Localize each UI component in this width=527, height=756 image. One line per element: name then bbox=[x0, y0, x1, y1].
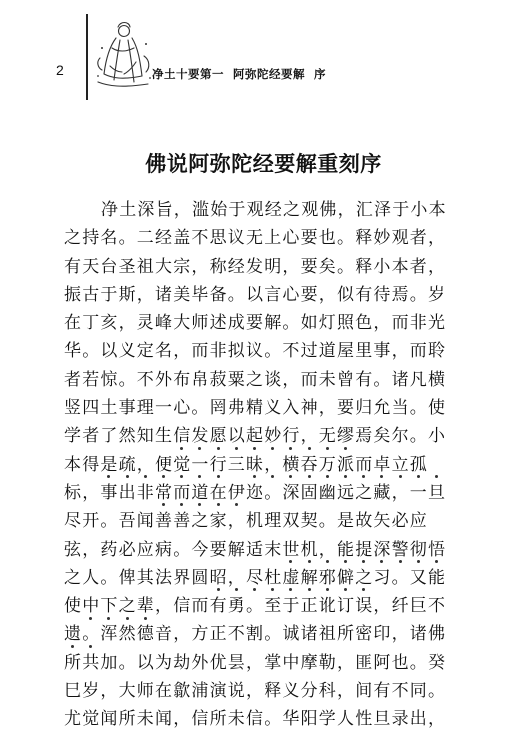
page-number: 2 bbox=[56, 62, 64, 78]
body-text bbox=[64, 196, 474, 734]
page-title: 佛说阿弥陀经要解重刻序 bbox=[145, 152, 382, 176]
text-line: 华。以义定名，而非拟议。不过道屋里事，而聆 bbox=[64, 341, 447, 362]
text-line: 尽开。吾闻善善之家，机理双契。是故矢必应 bbox=[64, 511, 428, 532]
page-header bbox=[0, 0, 527, 100]
text-line: 弦，药必应病。今要解适末世机，能提深警彻悟 bbox=[64, 539, 447, 560]
bodhisattva-figure-icon bbox=[92, 18, 154, 92]
text-line: 巳岁，大师在歙浦演说，释义分科，间有不同。 bbox=[64, 681, 447, 702]
text-line: 使中下之辈，信而有勇。至于正讹订误，纤巨不 bbox=[64, 596, 447, 617]
text-line: 标，事出非常而道在伊迩。深固幽远之藏，一旦 bbox=[64, 482, 447, 503]
text-line: 遗。浑然德音，方正不割。诚诸祖所密印，诸佛 bbox=[64, 624, 447, 645]
text-line: 者若惊。不外布帛菽粟之谈，而未曾有。诸凡横 bbox=[64, 369, 447, 390]
text-line: 本得是疏，便觉一行三昧，横吞万派而卓立孤 bbox=[64, 454, 428, 475]
text-line: 振古于斯，诸美毕备。以言心要，似有待焉。岁 bbox=[64, 284, 447, 305]
header-divider bbox=[86, 14, 88, 100]
text-line: 竖四土事理一心。罔弗精义入神，要归允当。使 bbox=[64, 398, 447, 419]
text-line: 尤觉闻所未闻，信所未信。华阳学人性旦录出， bbox=[64, 709, 447, 730]
running-head: 净土十要第一 阿弥陀经要解 序 bbox=[152, 67, 327, 81]
text-line: 在丁亥，灵峰大师述成要解。如灯照色，而非光 bbox=[64, 313, 447, 334]
text-line: 有天台圣祖大宗，称经发明，要矣。释小本者， bbox=[64, 256, 447, 277]
text-line: 净土深旨，滥始于观经之观佛，汇泽于小本 bbox=[101, 200, 447, 220]
text-line: 之人。俾其法界圆昭，尽杜虚解邪僻之习。又能 bbox=[64, 567, 447, 588]
text-line: 所共加。以为劫外优昙，掌中摩勒，匪阿也。癸 bbox=[64, 652, 447, 673]
text-line: 之持名。二经盖不思议无上心要也。释妙观者， bbox=[64, 228, 447, 249]
text-line: 学者了然知生信发愿以起妙行，无缪焉矣尔。小 bbox=[64, 426, 447, 447]
